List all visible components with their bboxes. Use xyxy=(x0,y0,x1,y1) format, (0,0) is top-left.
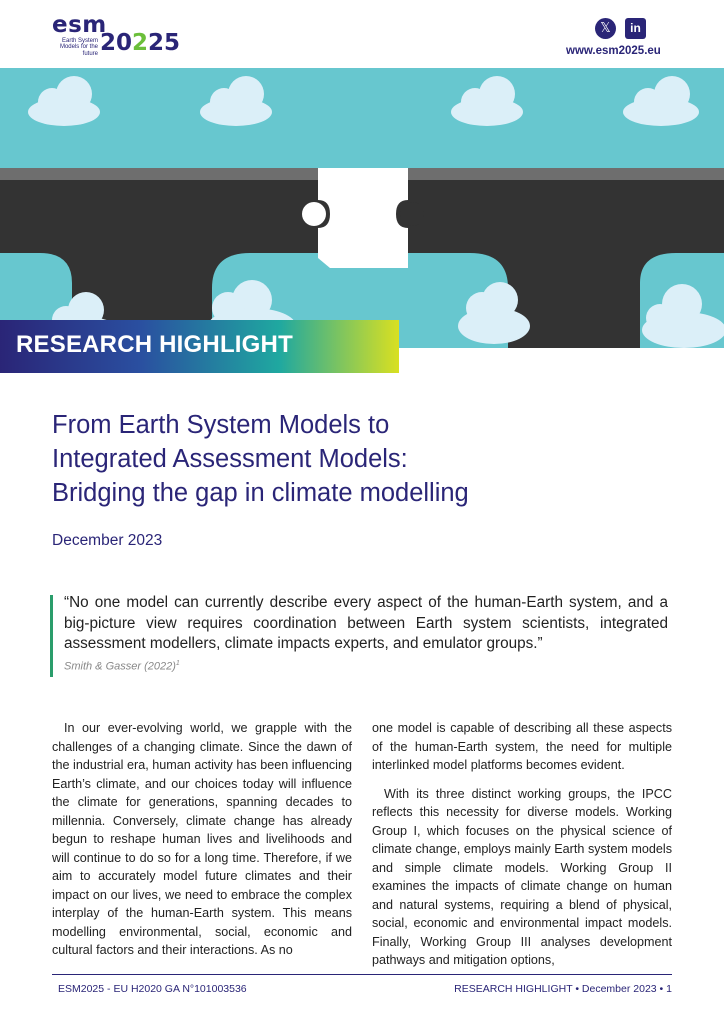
puzzle-piece-icon xyxy=(318,168,408,268)
quote-source: Smith & Gasser $(2022)^1$ xyxy=(64,660,180,673)
linkedin-icon[interactable]: in xyxy=(625,18,646,39)
bridge-banner-illustration xyxy=(0,68,724,348)
body-paragraph: With its three distinct working groups, the IPCC reflects this necessity for diverse models. Working Group I, which focuses on the physical science of climate change, employs mainly Earth system models and simple climate models. Working Group II examines the impacts of climate change on human and natural systems, requiring a blend of physical, social, economic and environmental impact models. Finally, Working Group III analyses development pathways and mitigation options, xyxy=(372,786,672,967)
research-highlight-label: RESEARCH HIGHLIGHT xyxy=(16,331,293,358)
title-line: Bridging the gap in climate modelling xyxy=(52,479,469,507)
body-column-right xyxy=(372,719,672,970)
quote-accent-bar xyxy=(50,595,53,677)
footer-page-info: RESEARCH HIGHLIGHT • December 2023 • 1 xyxy=(454,983,672,995)
article-title xyxy=(52,408,612,510)
footer-grant-info: ESM2025 - EU H2020 GA N°101003536 xyxy=(58,983,247,995)
footer-divider xyxy=(52,974,672,975)
body-column-left xyxy=(52,719,352,960)
body-paragraph: one model is capable of describing all these aspects of the human-Earth system, the need for multiple interlinked model platforms becomes evident. xyxy=(372,721,672,772)
pull-quote: “No one model can currently describe every aspect of the human-Earth system, and a big-picture view requires coordination between Earth system scientists, integrated assessment modellers, climate impacts experts, and emulator groups.” xyxy=(64,594,668,653)
logo-esm-text: esm xyxy=(52,12,107,38)
esm2025-logo xyxy=(52,12,182,62)
title-line: Integrated Assessment Models: xyxy=(52,445,408,473)
publication-date: December 2023 xyxy=(52,532,163,549)
title-line: From Earth System Models to xyxy=(52,411,390,439)
logo-tagline: Earth System Models for the future xyxy=(59,38,98,57)
footnote-ref[interactable]: 1 xyxy=(175,660,180,667)
x-twitter-icon[interactable]: 𝕏 xyxy=(595,18,616,39)
logo-year: 20225 xyxy=(100,30,181,56)
body-paragraph: In our ever-evolving world, we grapple with the challenges of a changing climate. Since the dawn of the industrial era, human activity has been influencing Earth’s climate, and our choices today will influence the climate for generations, spanning decades to millennia. Conversely, climate change has already begun to reshape human lives and livelihoods and will continue to do so for a long time. Therefore, if we aim to accurately model future climates and their impact on our lives, we need to embrace the complex interplay of the human-Earth system. This means modelling environmental, social, economic and cultural factors and their interactions. As no xyxy=(52,721,352,957)
website-link[interactable]: www.esm2025.eu xyxy=(566,45,661,57)
